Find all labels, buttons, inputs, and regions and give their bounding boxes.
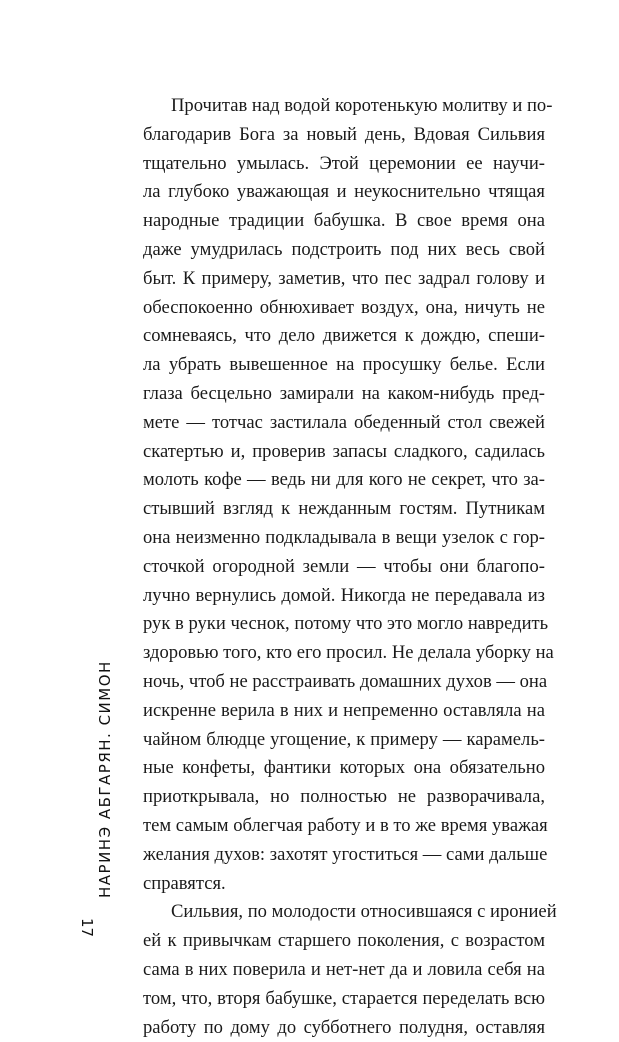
running-head: НАРИНЭ АБГАРЯН. СИМОН [96,660,114,898]
text-line: даже умудрилась подстроить под них весь свой [143,236,545,265]
text-line: мете — тотчас застилала обеденный стол свежей [143,409,545,438]
text-line: ные конфеты, фантики которых она обязательно [143,754,545,783]
text-line: приоткрывала, но полностью не разворачивала, [143,783,545,812]
text-line: работу по дому до субботнего полудня, оставляя [143,1014,545,1042]
text-line: тщательно умылась. Этой церемонии ее научи- [143,150,545,179]
text-line: молоть кофе — ведь ни для кого не секрет, что за- [143,466,545,495]
text-line: скатертью и, проверив запасы сладкого, садилась [143,438,545,467]
text-line: здоровью того, кто его просил. Не делала уборку на [143,639,545,668]
text-line: ей к привычкам старшего поколения, с возрастом [143,927,545,956]
text-line: Прочитав над водой коротенькую молитву и по- [143,92,545,121]
text-line: лучно вернулись домой. Никогда не передавала из [143,582,545,611]
text-line: справятся. [143,870,545,899]
text-line: она неизменно подкладывала в вещи узелок с гор- [143,524,545,553]
text-line: народные традиции бабушка. В свое время она [143,207,545,236]
text-line: быт. К примеру, заметив, что пес задрал голову и [143,265,545,294]
text-line: искренне верила в них и непременно оставляла на [143,697,545,726]
text-line: обеспокоенно обнюхивает воздух, она, ничуть не [143,294,545,323]
text-line: том, что, вторя бабушке, старается переделать всю [143,985,545,1014]
text-line: глаза бесцельно замирали на каком-нибудь пред- [143,380,545,409]
text-line: Сильвия, по молодости относившаяся с иронией [143,898,545,927]
text-line: ла глубоко уважающая и неукоснительно чтящая [143,178,545,207]
text-line: тем самым облегчая работу и в то же время уважая [143,812,545,841]
text-line: сточкой огородной земли — чтобы они благопо- [143,553,545,582]
text-line: стывший взгляд к нежданным гостям. Путникам [143,495,545,524]
text-line: ла убрать вывешенное на просушку белье. Если [143,351,545,380]
text-line: чайном блюдце угощение, к примеру — карамель- [143,726,545,755]
text-line: желания духов: захотят угоститься — сами дальше [143,841,545,870]
body-text [143,92,545,1042]
text-line: сомневаясь, что дело движется к дождю, спеши- [143,322,545,351]
text-line: ночь, чтоб не расстраивать домашних духов — она [143,668,545,697]
page-number: 17 [78,918,96,937]
text-line: благодарив Бога за новый день, Вдовая Сильвия [143,121,545,150]
text-line: сама в них поверила и нет-нет да и ловила себя на [143,956,545,985]
text-line: рук в руки чеснок, потому что это могло навредить [143,610,545,639]
